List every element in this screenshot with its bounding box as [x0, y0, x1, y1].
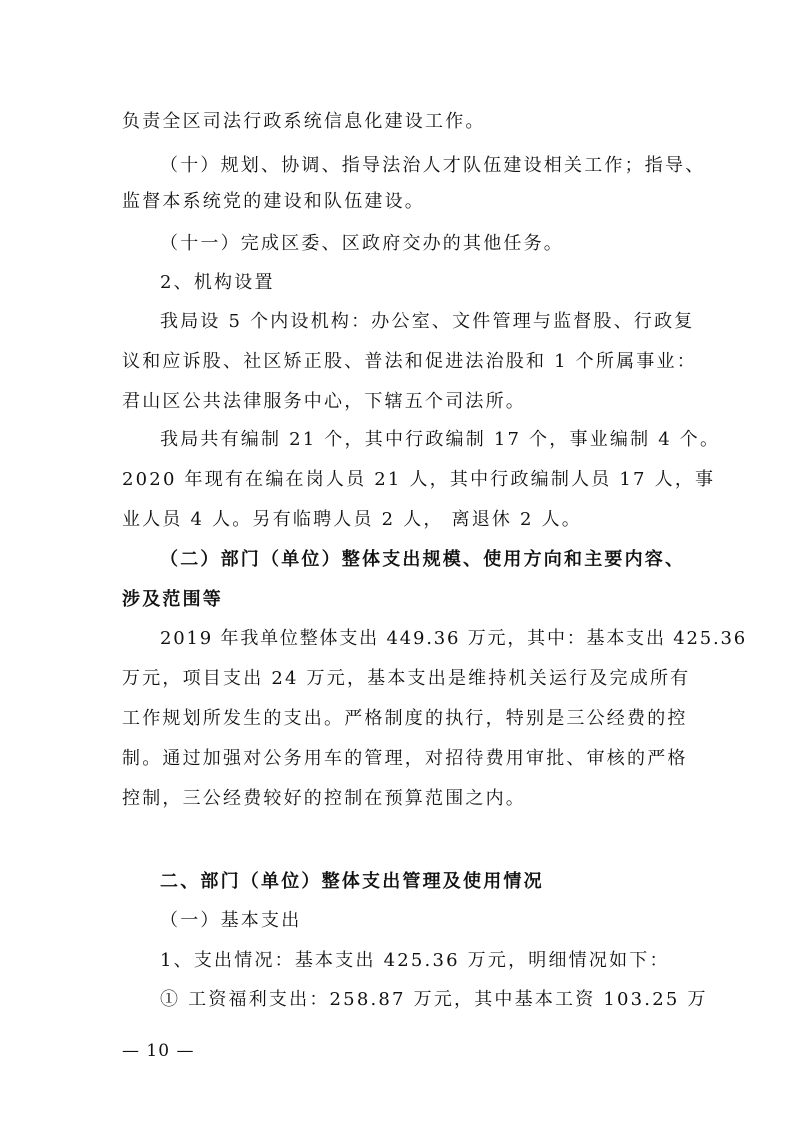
- text-line: （十一）完成区委、区政府交办的其他任务。: [160, 233, 564, 254]
- section-heading: 二、部门（单位）整体支出管理及使用情况: [160, 871, 544, 892]
- text-line: 负责全区司法行政系统信息化建设工作。: [122, 111, 486, 132]
- text-line: 业人员 4 人。另有临聘人员 2 人， 离退休 2 人。: [122, 509, 583, 530]
- text-line: 君山区公共法律服务中心，下辖五个司法所。: [122, 391, 526, 412]
- text-line: 制。通过加强对公务用车的管理，对招待费用审批、审核的严格: [122, 748, 688, 769]
- text-line: 监督本系统党的建设和队伍建设。: [122, 191, 425, 212]
- text-line: 我局共有编制 21 个，其中行政编制 17 个，事业编制 4 个。: [160, 429, 721, 450]
- text-line: 议和应诉股、社区矫正股、普法和促进法治股和 1 个所属事业：: [122, 351, 697, 372]
- section-heading: 涉及范围等: [122, 589, 223, 610]
- text-line: 万元，项目支出 24 万元，基本支出是维持机关运行及完成所有: [122, 668, 691, 689]
- text-line: 1、支出情况：基本支出 425.36 万元，明细情况如下：: [160, 950, 670, 971]
- text-line: 工作规划所发生的支出。严格制度的执行，特别是三公经费的控: [122, 708, 688, 729]
- text-line: 我局设 5 个内设机构：办公室、文件管理与监督股、行政复: [160, 311, 695, 332]
- page-number: — 10 —: [122, 1041, 195, 1061]
- section-heading: （一）基本支出: [160, 910, 302, 931]
- section-heading: 2、机构设置: [160, 272, 275, 293]
- text-line: ① 工资福利支出：258.87 万元，其中基本工资 103.25 万: [160, 989, 708, 1010]
- text-line: 2019 年我单位整体支出 449.36 万元，其中：基本支出 425.36: [160, 628, 748, 649]
- text-line: 控制，三公经费较好的控制在预算范围之内。: [122, 788, 526, 809]
- text-line: 2020 年现有在编在岗人员 21 人，其中行政编制人员 17 人，事: [122, 469, 716, 490]
- text-line: （十）规划、协调、指导法治人才队伍建设相关工作；指导、: [160, 155, 706, 176]
- section-heading: （二）部门（单位）整体支出规模、使用方向和主要内容、: [160, 549, 686, 570]
